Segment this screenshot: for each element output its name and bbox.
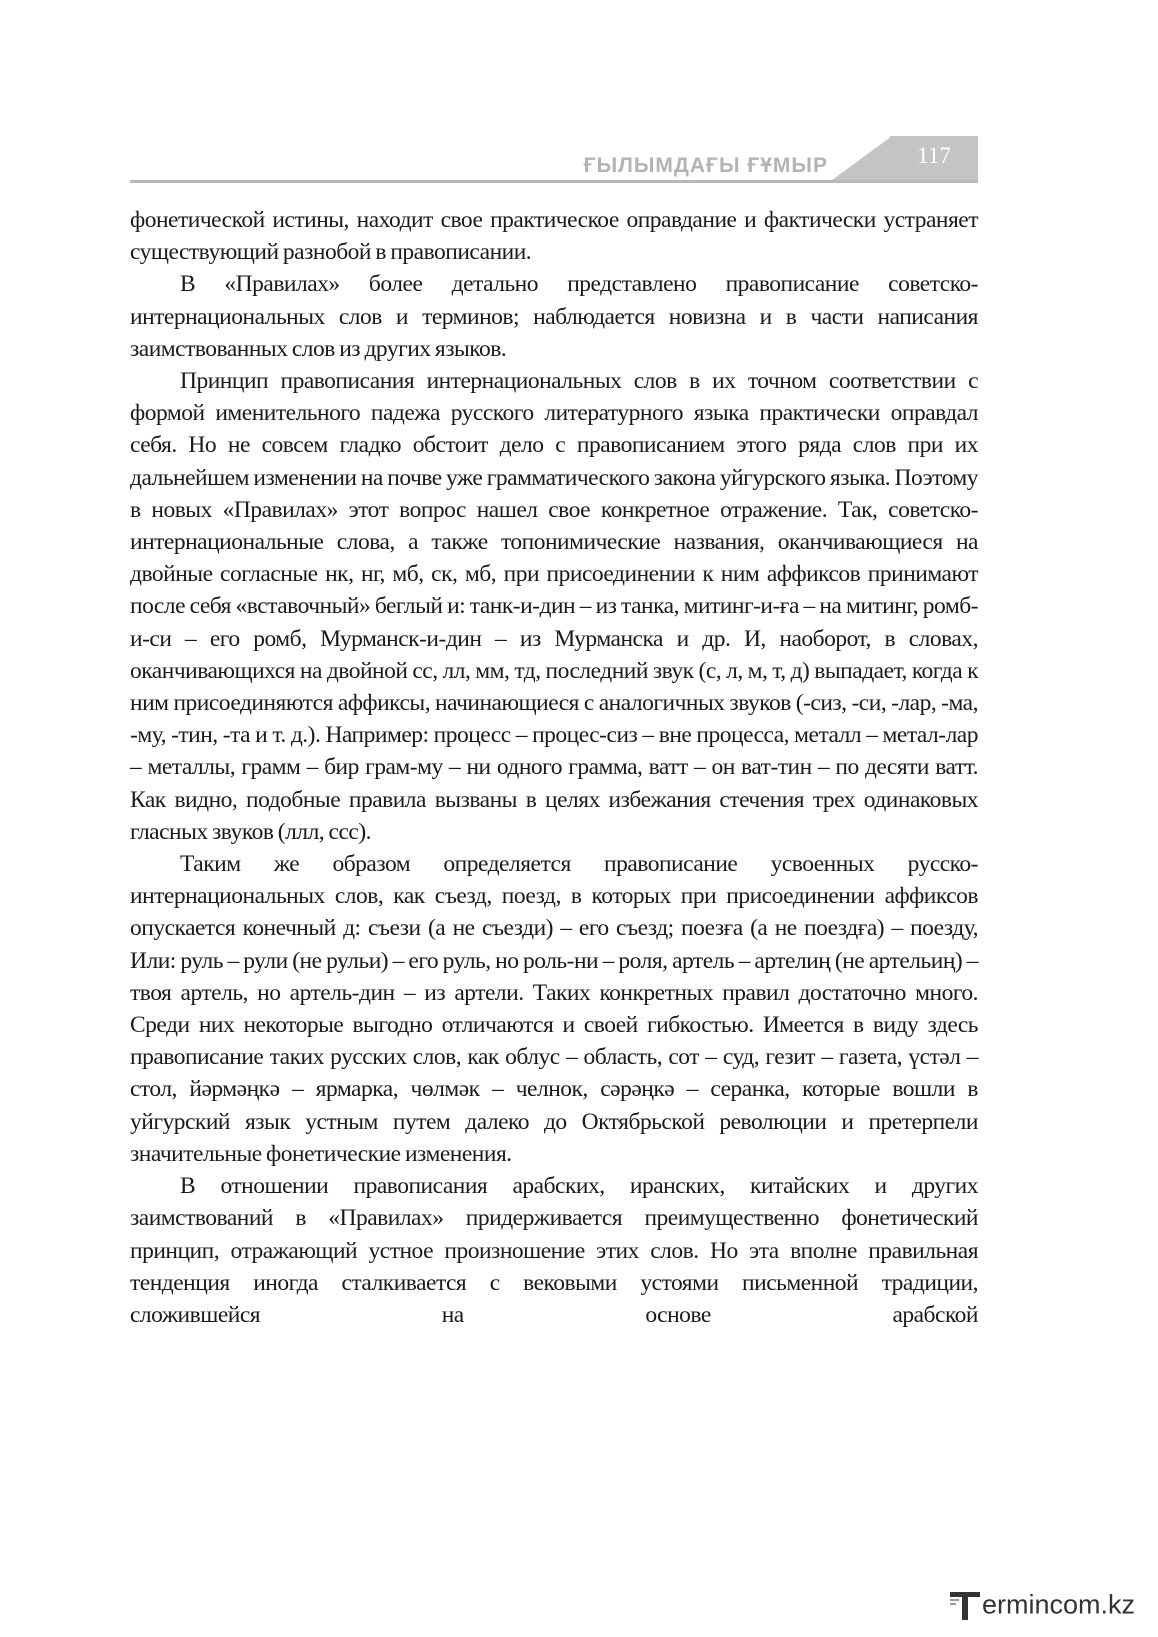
- page-number: 117: [917, 143, 951, 168]
- paragraph: Принцип правописания интернациональных слов в их точном соответствии с формой именительного падежа русского литературного языка практически оправдал себя. Но не совсем гладко обстоит дело с правописанием этого ряда слов при их дальнейшем изменении на почве уже грамматического закона уйгурского языка. Поэтому в новых «Правилах» этот вопрос нашел свое конкретное отражение. Так, советско-интернациональные слова, а также топонимические названия, оканчивающиеся на двойные согласные нк, нг, мб, ск, мб, при присоединении к ним аффиксов принимают после себя «вставочный» беглый и: танк-и-дин – из танка, митинг-и-ға – на митинг, ромб-и-си – его ромб, Мурманск-и-дин – из Мурманска и др. И, наоборот, в словах, оканчивающихся на двойной сс, лл, мм, тд, последний звук (с, л, м, т, д) выпадает, когда к ним присоединяются аффиксы, начинающиеся с аналогичных звуков (-сиз, -си, -лар, -ма, -му, -тин, -та и т. д.). Например: процесс – процес-сиз – вне процесса, металл – метал-лар – металлы, грамм – бир грам-му – ни одного грамма, ватт – он ват-тин – по десяти ватт. Как видно, подобные правила вызваны в целях избежания стечения трех одинаковых гласных звуков (ллл, ссс).: [130, 368, 978, 845]
- running-header: [130, 136, 978, 188]
- paragraph: фонетической истины, находит свое практическое оправдание и фактически устраняет существующий разнобой в правописании.: [130, 207, 978, 266]
- watermark-logo: [950, 1588, 1135, 1624]
- header-rule: [130, 180, 978, 183]
- running-title: ҒЫЛЫМДАҒЫ ҒҰМЫР: [583, 154, 828, 177]
- t-letter-icon: [950, 1589, 980, 1621]
- body-text: [130, 204, 978, 1331]
- paragraph: В отношении правописания арабских, иранских, китайских и других заимствований в «Правилах» придерживается преимущественно фонетический принцип, отражающий устное произношение этих слов. Но эта вполне правильная тенденция иногда сталкивается с вековыми устоями письменной традиции, сложившейся на основе арабской: [130, 1173, 978, 1328]
- paragraph: В «Правилах» более детально представлено правописание советско-интернациональных слов и терминов; наблюдается новизна и в части написания заимствованных слов из других языков.: [130, 271, 978, 362]
- header-wedge-decoration: [832, 136, 892, 180]
- watermark-text: ermincom.kz: [982, 1589, 1136, 1620]
- paragraph: Таким же образом определяется правописание усвоенных русско-интернациональных слов, как съезд, поезд, в которых при присоединении аффиксов опускается конечный д: съези (а не съезди) – его съезд; поезға (а не поездға) – поезду, Или: руль – рули (не рульи) – его руль, но роль-ни – роля, артель – артелиң (не артельиң) – твоя артель, но артель-дин – из артели. Таких конкретных правил достаточно много. Среди них некоторые выгодно отличаются и своей гибкостью. Имеется в виду здесь правописание таких русских слов, как облус – область, сот – суд, гезит – газета, үстәл – стол, йәрмәңкә – ярмарка, чөлмәк – челнок, сәрәңкә – серанка, которые вошли в уйгурский язык устным путем далеко до Октябрьской революции и претерпели значительные фонетические изменения.: [130, 851, 978, 1167]
